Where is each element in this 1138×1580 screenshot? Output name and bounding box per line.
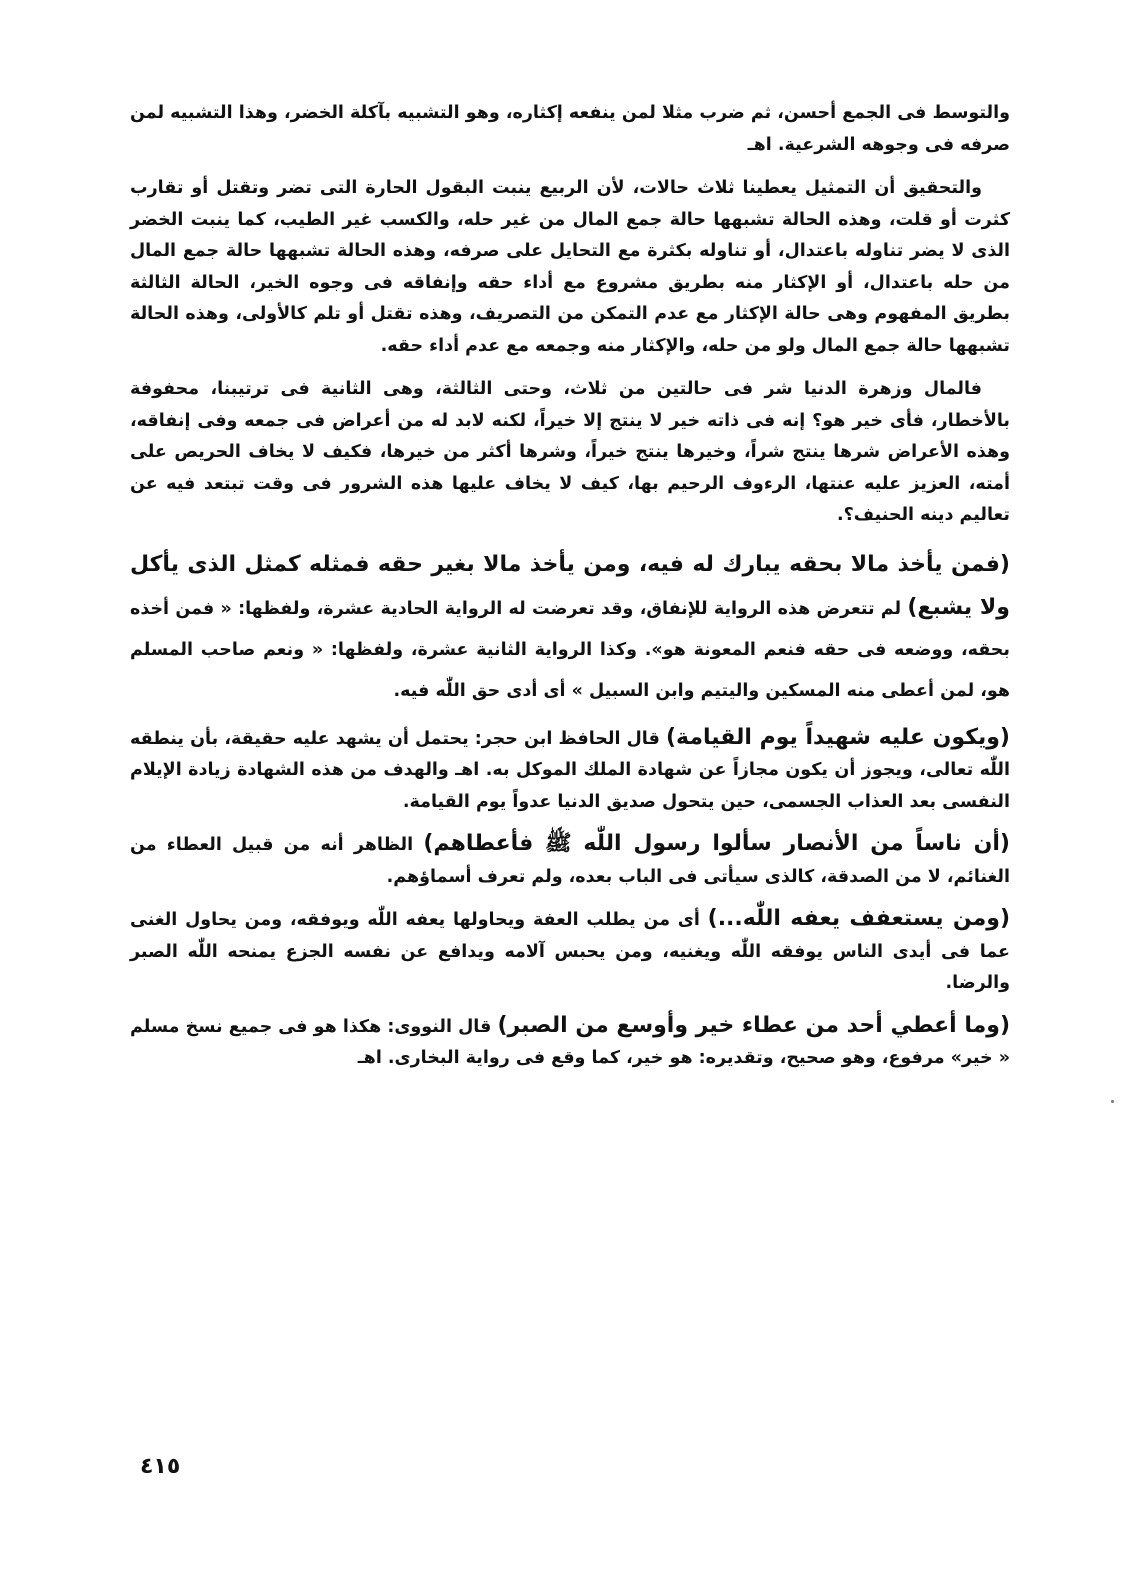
hadith-quote-7: (ومن يستعفف يعفه اللّٰه...) <box>707 906 1011 931</box>
commentary-8: قال النووى: هكذا هو فى جميع نسخ مسلم « خير» مرفوع، وهو صحيح، وتقديره: هو خير، كما وقع فى رواية البخارى. اهـ <box>130 1016 1010 1068</box>
commentary-4: لم تتعرض هذه الرواية للإنفاق، وقد تعرضت له الرواية الحادية عشرة، ولفظها: « فمن أخذه بحقه، ووضعه فى حقه فنعم المعونة هو». وكذا الرواية الثانية عشرة، ولفظها: « ونعم صاحب المسلم هو، لمن أعطى منه المسكين واليتيم وابن السبيل » أى أدى حق اللّٰه فيه. <box>130 598 1010 701</box>
paragraph-3: فالمال وزهرة الدنيا شر فى حالتين من ثلاث، وحتى الثالثة، وهى الثانية فى ترتيبنا، محفوفة بالأخطار، فأى خير هو؟ إنه فى ذاته خير لا ينتج إلا خيراً، لكنه لابد له من أعراض فى جمعه وفى إنفاقه، وهذه الأعراض شرها ينتج شراً، وخيرها ينتج خيراً، وشرها أكثر من خيرها، فكيف لا يخاف الحريص على أمته، العزيز عليه عنتها، الرءوف الرحيم بها، كيف لا يخاف عليها هذه الشرور فى وقت تبتعد فيه عن تعاليم دينه الحنيف؟. <box>130 379 1010 525</box>
paragraph-4 <box>130 544 1010 712</box>
paragraph-7 <box>130 903 1010 1000</box>
commentary-6: الظاهر أنه من قبيل العطاء من الغنائم، لا من الصدقة، كالذى سيأتى فى الباب بعده، ولم تعرف أسماؤهم. <box>130 835 1010 887</box>
hadith-quote-4: (فمن يأخذ مالا بحقه يبارك له فيه، ومن يأخذ مالا بغير حقه فمثله كمثل الذى يأكل ولا يشبع) <box>130 551 1010 620</box>
paragraph-6 <box>130 828 1010 893</box>
page-number: ٤١٥ <box>140 1454 181 1479</box>
paragraph-1: والتوسط فى الجمع أحسن، ثم ضرب مثلا لمن ينفعه إكثاره، وهو التشبيه بآكلة الخضر، وهذا التشبيه لمن صرفه فى وجوهه الشرعية. اهـ <box>130 103 1010 155</box>
hadith-quote-6: (أن ناساً من الأنصار سألوا رسول اللّٰه ﷺ فأعطاهم) <box>423 831 1010 856</box>
hadith-quote-8: (وما أعطي أحد من عطاء خير وأوسع من الصبر) <box>497 1012 1011 1038</box>
hadith-quote-5: (ويكون عليه شهيداً يوم القيامة) <box>665 724 1010 750</box>
paragraph-5 <box>130 722 1010 819</box>
page-body <box>130 98 1010 1538</box>
paragraph-2: والتحقيق أن التمثيل يعطينا ثلاث حالات، لأن الربيع ينبت البقول الحارة التى تضر وتقتل أو تقارب كثرت أو قلت، وهذه الحالة تشبهها حالة جمع المال من غير حله، والكسب غير الطيب، كما ينبت الخضر الذى لا يضر تناوله باعتدال، أو تناوله بكثرة مع التحايل على صرفه، وهذه الحالة تشبهها حالة جمع المال من حله باعتدال، أو الإكثار منه بطريق مشروع مع أداء حقه وإنفاقه فى وجوه الخير، الحالة الثالثة بطريق المفهوم وهى حالة الإكثار مع عدم التمكن من التصريف، وهذه تقتل أو تلم كالأولى، وهذه الحالة تشبهها حالة جمع المال ولو من حله، والإكثار منه وجمعه مع عدم أداء حقه. <box>130 178 1010 356</box>
commentary-5: قال الحافظ ابن حجر: يحتمل أن يشهد عليه حقيقة، بأن ينطقه اللّٰه تعالى، ويجوز أن يكون مجازاً عن شهادة الملك الموكل به. اهـ والهدف من هذه الشهادة زيادة الإيلام النفسى بعد العذاب الجسمى، حين يتحول صديق الدنيا عدواً يوم القيامة. <box>130 728 1010 812</box>
scan-speck <box>1111 1100 1114 1103</box>
paragraph-8 <box>130 1010 1010 1075</box>
commentary-7: أى من يطلب العفة ويحاولها يعفه اللّٰه ويوفقه، ومن يحاول الغنى عما فى أيدى الناس يوفقه اللّٰه ويغنيه، ومن يحبس آلامه ويدافع عن نفسه الجزع يمنحه اللّٰه الصبر والرضا. <box>130 910 1010 993</box>
